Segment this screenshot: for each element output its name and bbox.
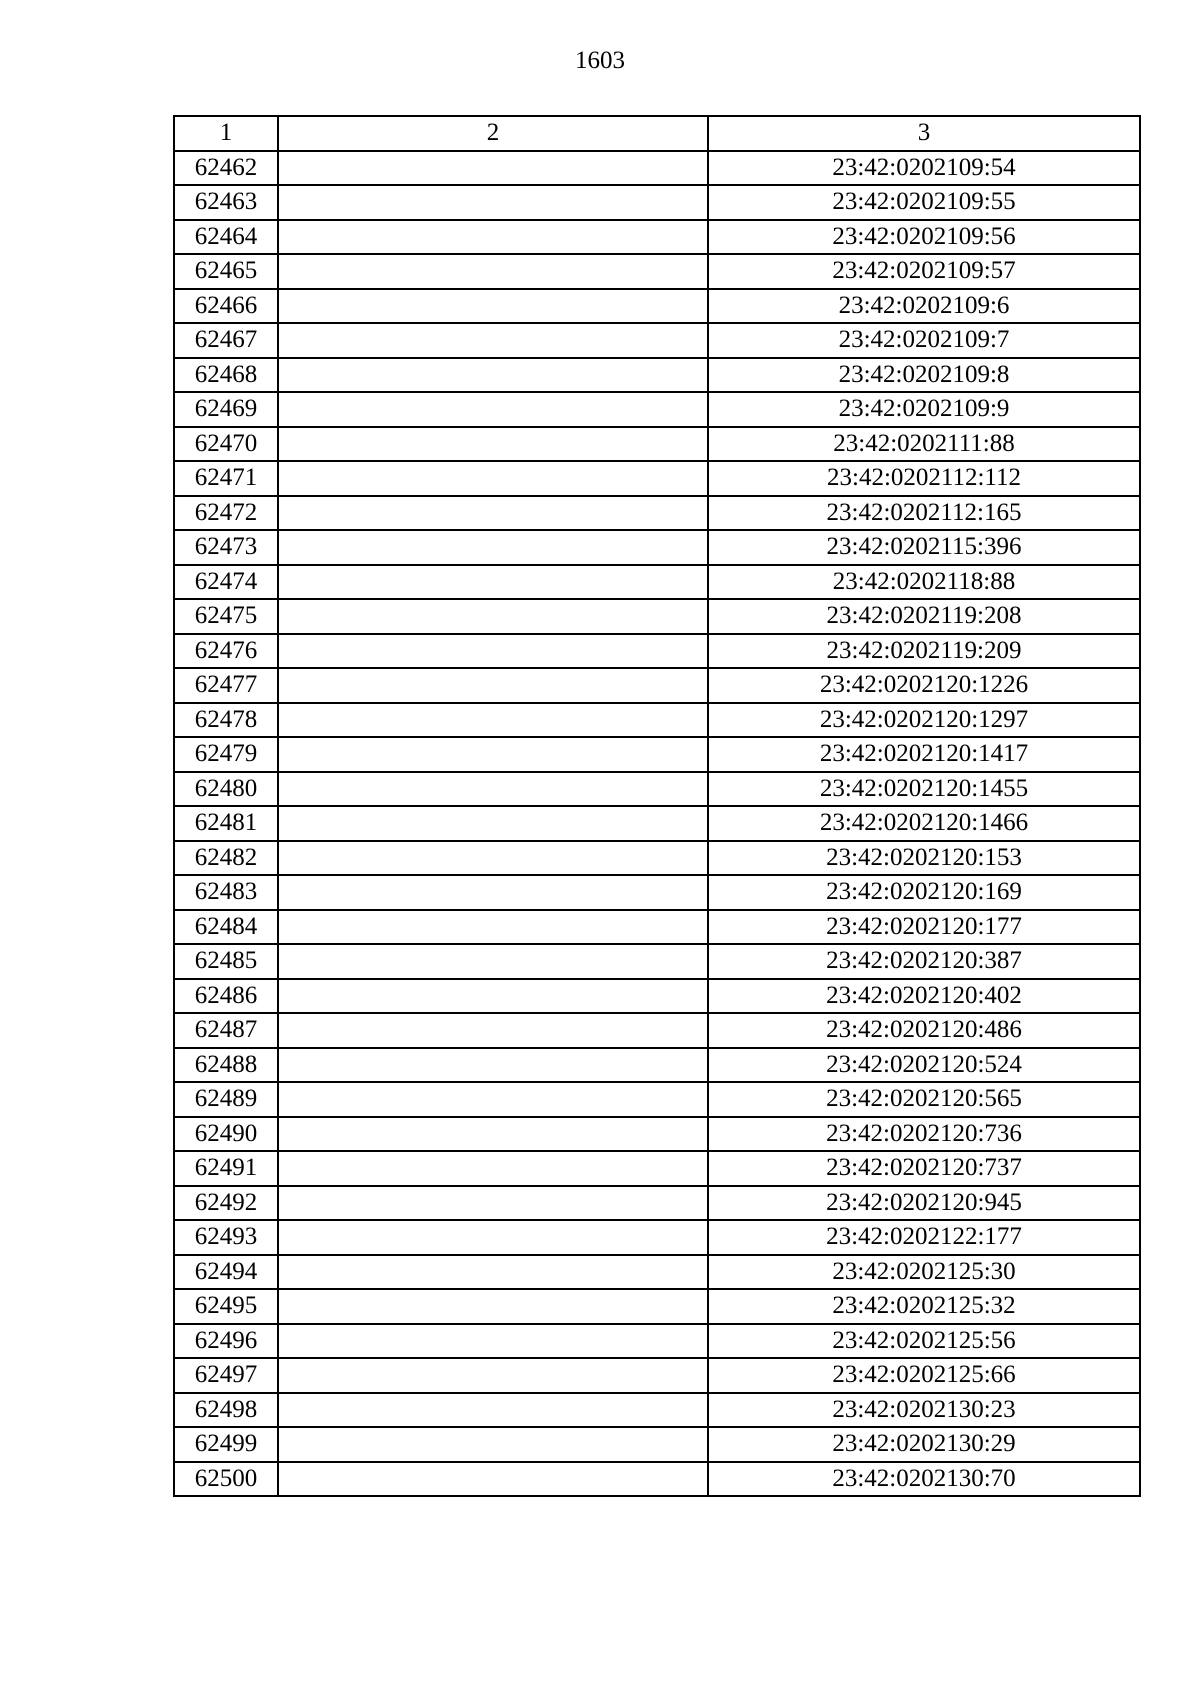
cell-cadastral-id: 23:42:0202120:153 xyxy=(708,841,1140,876)
cell-cadastral-id: 23:42:0202120:736 xyxy=(708,1117,1140,1152)
table-row xyxy=(174,1082,1140,1117)
table-row xyxy=(174,875,1140,910)
cell-number: 62472 xyxy=(174,496,278,531)
cell-empty xyxy=(278,1427,708,1462)
cell-empty xyxy=(278,1220,708,1255)
table-body xyxy=(174,151,1140,1497)
cell-cadastral-id: 23:42:0202122:177 xyxy=(708,1220,1140,1255)
cell-empty xyxy=(278,772,708,807)
table-row xyxy=(174,1220,1140,1255)
table-row xyxy=(174,358,1140,393)
cell-cadastral-id: 23:42:0202120:177 xyxy=(708,910,1140,945)
table-row xyxy=(174,841,1140,876)
cell-empty xyxy=(278,289,708,324)
cell-cadastral-id: 23:42:0202130:70 xyxy=(708,1462,1140,1497)
cell-empty xyxy=(278,910,708,945)
table-row xyxy=(174,1358,1140,1393)
cell-cadastral-id: 23:42:0202120:402 xyxy=(708,979,1140,1014)
cell-cadastral-id: 23:42:0202120:1226 xyxy=(708,668,1140,703)
cell-number: 62464 xyxy=(174,220,278,255)
table-row xyxy=(174,254,1140,289)
table-row xyxy=(174,392,1140,427)
cell-cadastral-id: 23:42:0202118:88 xyxy=(708,565,1140,600)
cell-number: 62496 xyxy=(174,1324,278,1359)
table-row xyxy=(174,496,1140,531)
cell-number: 62483 xyxy=(174,875,278,910)
table-row xyxy=(174,599,1140,634)
table-row xyxy=(174,185,1140,220)
table-row xyxy=(174,737,1140,772)
cell-number: 62462 xyxy=(174,151,278,186)
cell-empty xyxy=(278,427,708,462)
table-row xyxy=(174,1048,1140,1083)
table-row xyxy=(174,289,1140,324)
table-row xyxy=(174,1427,1140,1462)
cell-empty xyxy=(278,151,708,186)
cell-cadastral-id: 23:42:0202120:1417 xyxy=(708,737,1140,772)
cell-empty xyxy=(278,1393,708,1428)
cell-number: 62492 xyxy=(174,1186,278,1221)
cell-empty xyxy=(278,599,708,634)
cell-number: 62478 xyxy=(174,703,278,738)
table-row xyxy=(174,1013,1140,1048)
cell-number: 62477 xyxy=(174,668,278,703)
cell-number: 62495 xyxy=(174,1289,278,1324)
cell-number: 62479 xyxy=(174,737,278,772)
cell-empty xyxy=(278,461,708,496)
cell-number: 62491 xyxy=(174,1151,278,1186)
cell-cadastral-id: 23:42:0202109:8 xyxy=(708,358,1140,393)
table-row xyxy=(174,668,1140,703)
table-row xyxy=(174,323,1140,358)
cell-empty xyxy=(278,1255,708,1290)
cell-number: 62486 xyxy=(174,979,278,1014)
cell-number: 62482 xyxy=(174,841,278,876)
column-header-1: 1 xyxy=(174,116,278,151)
cell-cadastral-id: 23:42:0202120:1466 xyxy=(708,806,1140,841)
table-row xyxy=(174,806,1140,841)
cell-cadastral-id: 23:42:0202119:208 xyxy=(708,599,1140,634)
cell-number: 62474 xyxy=(174,565,278,600)
table-row xyxy=(174,427,1140,462)
header-row xyxy=(174,116,1140,151)
cell-cadastral-id: 23:42:0202112:112 xyxy=(708,461,1140,496)
cell-cadastral-id: 23:42:0202125:30 xyxy=(708,1255,1140,1290)
cell-cadastral-id: 23:42:0202125:56 xyxy=(708,1324,1140,1359)
cell-empty xyxy=(278,1048,708,1083)
cell-empty xyxy=(278,496,708,531)
cell-cadastral-id: 23:42:0202130:23 xyxy=(708,1393,1140,1428)
cell-empty xyxy=(278,737,708,772)
cell-number: 62466 xyxy=(174,289,278,324)
cell-number: 62471 xyxy=(174,461,278,496)
cell-empty xyxy=(278,220,708,255)
table-header xyxy=(174,116,1140,151)
cell-empty xyxy=(278,565,708,600)
table-row xyxy=(174,1324,1140,1359)
cell-cadastral-id: 23:42:0202120:524 xyxy=(708,1048,1140,1083)
cell-empty xyxy=(278,806,708,841)
cell-number: 62470 xyxy=(174,427,278,462)
cell-number: 62488 xyxy=(174,1048,278,1083)
cell-number: 62499 xyxy=(174,1427,278,1462)
cell-empty xyxy=(278,1117,708,1152)
cell-number: 62463 xyxy=(174,185,278,220)
cell-cadastral-id: 23:42:0202109:6 xyxy=(708,289,1140,324)
cell-cadastral-id: 23:42:0202120:1297 xyxy=(708,703,1140,738)
table-row xyxy=(174,1393,1140,1428)
cell-empty xyxy=(278,1462,708,1497)
cell-number: 62476 xyxy=(174,634,278,669)
cell-cadastral-id: 23:42:0202109:56 xyxy=(708,220,1140,255)
cell-empty xyxy=(278,944,708,979)
table-row xyxy=(174,220,1140,255)
cell-empty xyxy=(278,323,708,358)
cell-empty xyxy=(278,392,708,427)
table-row xyxy=(174,530,1140,565)
data-table xyxy=(173,115,1141,1497)
page-number: 1603 xyxy=(575,47,625,74)
table-row xyxy=(174,944,1140,979)
table-row xyxy=(174,772,1140,807)
table-row xyxy=(174,461,1140,496)
cell-empty xyxy=(278,703,708,738)
table-row xyxy=(174,1255,1140,1290)
cell-number: 62493 xyxy=(174,1220,278,1255)
cell-number: 62467 xyxy=(174,323,278,358)
cell-empty xyxy=(278,358,708,393)
cell-cadastral-id: 23:42:0202115:396 xyxy=(708,530,1140,565)
cell-empty xyxy=(278,1358,708,1393)
cell-cadastral-id: 23:42:0202112:165 xyxy=(708,496,1140,531)
cell-number: 62468 xyxy=(174,358,278,393)
cell-cadastral-id: 23:42:0202120:387 xyxy=(708,944,1140,979)
cell-empty xyxy=(278,1186,708,1221)
cell-cadastral-id: 23:42:0202109:57 xyxy=(708,254,1140,289)
cell-number: 62484 xyxy=(174,910,278,945)
cell-empty xyxy=(278,1082,708,1117)
cell-number: 62500 xyxy=(174,1462,278,1497)
cell-number: 62489 xyxy=(174,1082,278,1117)
cell-cadastral-id: 23:42:0202120:565 xyxy=(708,1082,1140,1117)
cell-empty xyxy=(278,1289,708,1324)
cell-empty xyxy=(278,254,708,289)
cell-number: 62473 xyxy=(174,530,278,565)
cell-cadastral-id: 23:42:0202120:1455 xyxy=(708,772,1140,807)
cell-cadastral-id: 23:42:0202119:209 xyxy=(708,634,1140,669)
cell-number: 62490 xyxy=(174,1117,278,1152)
table-row xyxy=(174,703,1140,738)
cell-cadastral-id: 23:42:0202130:29 xyxy=(708,1427,1140,1462)
table-row xyxy=(174,565,1140,600)
table-row xyxy=(174,151,1140,186)
cell-empty xyxy=(278,875,708,910)
cell-number: 62494 xyxy=(174,1255,278,1290)
cell-number: 62469 xyxy=(174,392,278,427)
cell-cadastral-id: 23:42:0202109:9 xyxy=(708,392,1140,427)
cell-empty xyxy=(278,841,708,876)
table-row xyxy=(174,634,1140,669)
cell-empty xyxy=(278,1013,708,1048)
cell-number: 62498 xyxy=(174,1393,278,1428)
cell-cadastral-id: 23:42:0202111:88 xyxy=(708,427,1140,462)
cell-empty xyxy=(278,185,708,220)
cell-number: 62465 xyxy=(174,254,278,289)
cell-cadastral-id: 23:42:0202109:54 xyxy=(708,151,1140,186)
cell-empty xyxy=(278,1324,708,1359)
cell-empty xyxy=(278,668,708,703)
cell-empty xyxy=(278,530,708,565)
cell-number: 62485 xyxy=(174,944,278,979)
cell-cadastral-id: 23:42:0202120:945 xyxy=(708,1186,1140,1221)
cell-cadastral-id: 23:42:0202125:32 xyxy=(708,1289,1140,1324)
table-row xyxy=(174,910,1140,945)
cell-cadastral-id: 23:42:0202120:486 xyxy=(708,1013,1140,1048)
cell-number: 62480 xyxy=(174,772,278,807)
table-row xyxy=(174,1186,1140,1221)
table-row xyxy=(174,1289,1140,1324)
table-row xyxy=(174,979,1140,1014)
table-row xyxy=(174,1462,1140,1497)
column-header-2: 2 xyxy=(278,116,708,151)
cell-cadastral-id: 23:42:0202120:737 xyxy=(708,1151,1140,1186)
cell-empty xyxy=(278,1151,708,1186)
cell-cadastral-id: 23:42:0202120:169 xyxy=(708,875,1140,910)
cell-number: 62475 xyxy=(174,599,278,634)
table-row xyxy=(174,1151,1140,1186)
cell-number: 62487 xyxy=(174,1013,278,1048)
cell-cadastral-id: 23:42:0202109:55 xyxy=(708,185,1140,220)
cell-number: 62481 xyxy=(174,806,278,841)
cell-number: 62497 xyxy=(174,1358,278,1393)
column-header-3: 3 xyxy=(708,116,1140,151)
cell-cadastral-id: 23:42:0202125:66 xyxy=(708,1358,1140,1393)
cell-empty xyxy=(278,979,708,1014)
cell-empty xyxy=(278,634,708,669)
cell-cadastral-id: 23:42:0202109:7 xyxy=(708,323,1140,358)
table-row xyxy=(174,1117,1140,1152)
